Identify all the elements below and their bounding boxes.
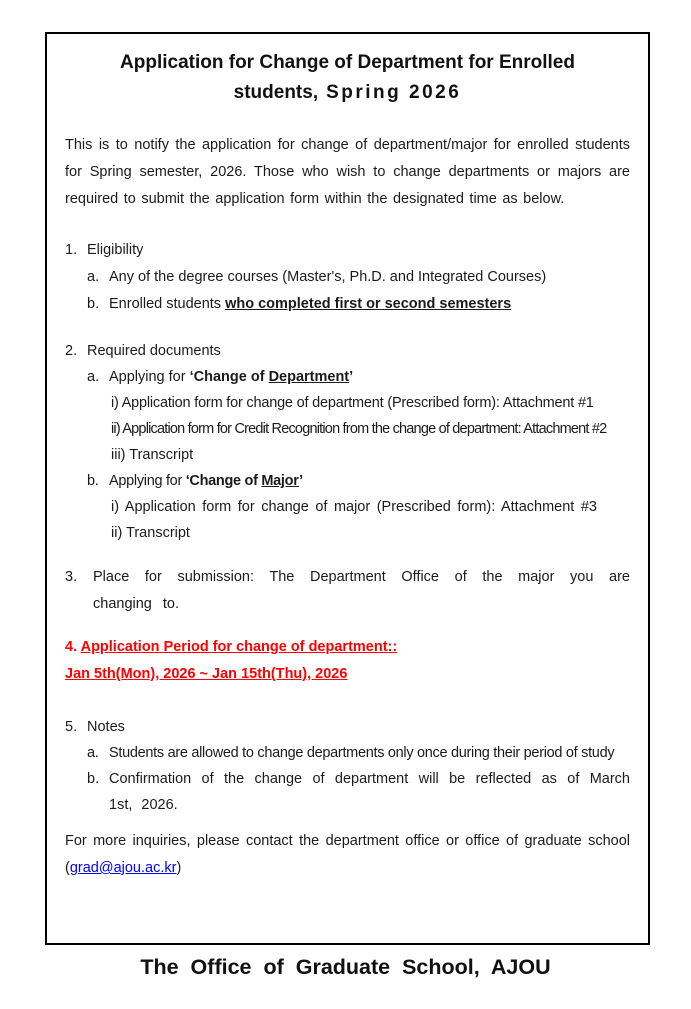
notes-heading (65, 714, 630, 740)
department-underlined: Department (268, 369, 350, 385)
eligibility-item-b-prefix: Enrolled students (109, 296, 226, 312)
emphasis-completed-semesters: who completed first or second semesters (225, 296, 512, 312)
required-item-a-prefix: Applying for (109, 369, 190, 385)
eligibility-heading-text: Eligibility (87, 242, 144, 258)
place-submission-text (65, 564, 630, 618)
section-notes (65, 714, 630, 818)
major-underlined: Major (261, 473, 300, 489)
office-footer: The Office of Graduate School, AJOU (140, 955, 551, 979)
item-letter: a. (87, 745, 99, 761)
eligibility-item-b (65, 291, 630, 318)
email-link[interactable]: grad@ajou.ac.kr (69, 860, 177, 876)
eligibility-item-a (65, 264, 630, 291)
item-letter: b. (87, 771, 100, 787)
intro-paragraph: This is to notify the application for change of department/major for enrolled students for Spring semester, 2026. Those who wish to change departments or majors are required to submit the application form within the designated time as below. (65, 137, 630, 207)
notes-item-a-text: Students are allowed to change departments only once during their period of study (109, 745, 615, 761)
section-required-documents (65, 338, 630, 546)
required-item-b-doc-1: i) Application form for change of major (Prescribed form): Attachment #3 (111, 499, 597, 515)
eligibility-item-a-text: Any of the degree courses (Master's, Ph.D. and Integrated Courses) (109, 269, 547, 285)
notes-number: 5. (65, 719, 78, 735)
item-letter: b. (87, 473, 99, 489)
notes-item-a (65, 740, 630, 766)
item-letter: b. (87, 296, 100, 312)
notice-title (65, 48, 630, 108)
notes-item-b-text: Confirmation of the change of department will be reflected as of March 1st, 2026. (109, 771, 630, 813)
application-period-number: 4. (65, 639, 78, 655)
required-documents-heading (65, 338, 630, 364)
notice-border-box (45, 32, 650, 945)
notes-heading-text: Notes (87, 719, 125, 735)
required-item-b (65, 468, 630, 494)
required-item-b-prefix: Applying for (109, 473, 186, 489)
closing-quote: ’ (299, 473, 303, 489)
change-of-department-label: ‘Change of (189, 369, 269, 385)
notes-item-b (65, 766, 630, 818)
application-period-dates: Jan 5th(Mon), 2026 ~ Jan 15th(Thu), 2026 (65, 666, 348, 682)
required-documents-heading-text: Required documents (87, 343, 221, 359)
change-of-major-label: ‘Change of (185, 473, 262, 489)
title-line-2-emphasis: Spring 2026 (326, 82, 462, 103)
section-place-submission (65, 564, 630, 618)
place-submission-number: 3. (65, 569, 78, 585)
contact-paragraph (65, 828, 630, 882)
place-submission-body: Place for submission: The Department Office of the major you are changing to. (93, 569, 630, 612)
application-period-heading (65, 634, 630, 661)
required-item-a-doc-1: i) Application form for change of department (Prescribed form): Attachment #1 (111, 395, 594, 411)
eligibility-heading (65, 237, 630, 264)
required-item-a-doc-3: iii) Transcript (111, 447, 194, 463)
required-documents-number: 2. (65, 343, 78, 359)
section-application-period (65, 634, 630, 688)
closing-quote: ’ (349, 369, 354, 385)
section-eligibility (65, 237, 630, 318)
title-line-1: Application for Change of Department for Enrolled (120, 52, 575, 73)
item-letter: a. (87, 369, 100, 385)
application-period-heading-text: Application Period for change of department:: (80, 639, 398, 655)
contact-prefix: For more inquiries, please contact the department office or office of graduate school ( (65, 833, 630, 876)
title-line-2: students, (233, 82, 319, 103)
contact-suffix: ) (176, 860, 182, 876)
item-letter: a. (87, 269, 100, 285)
required-item-b-doc-2: ii) Transcript (111, 525, 190, 541)
eligibility-number: 1. (65, 242, 78, 258)
required-item-a-doc-2: ii) Application form for Credit Recognition from the change of department: Attachment #2 (111, 421, 607, 437)
required-item-a (65, 364, 630, 390)
